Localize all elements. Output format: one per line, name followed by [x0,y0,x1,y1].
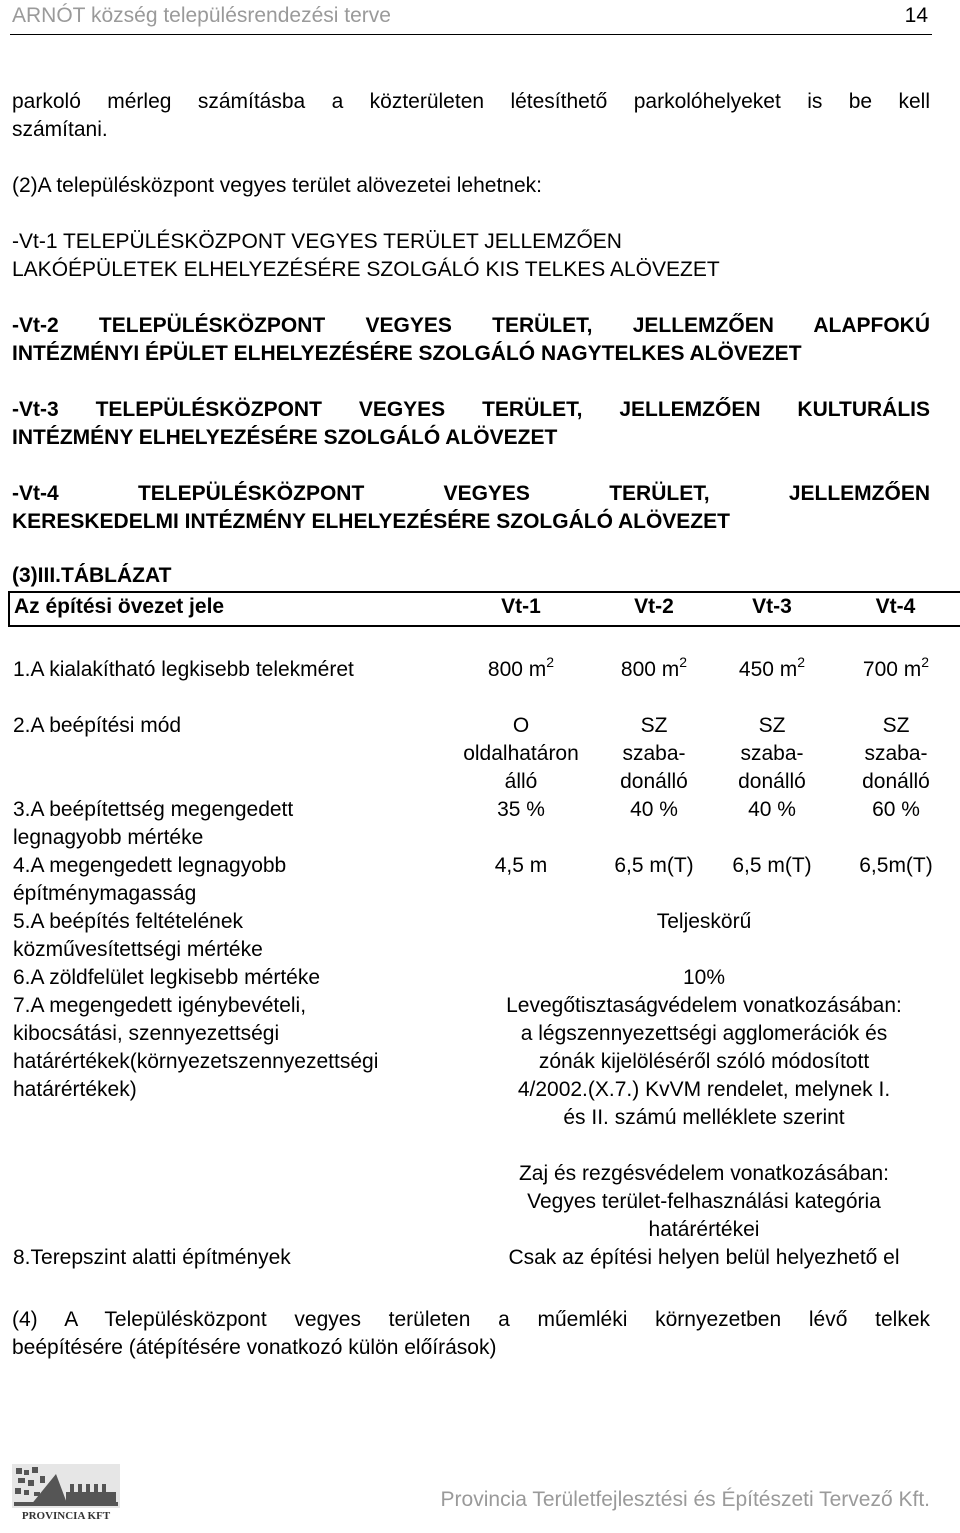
building-mode-vt3-line-3: donálló [738,770,806,793]
section-2-intro: (2)A településközpont vegyes terület alövezetei lehetnek: [12,174,542,197]
row-built-ratio-label [9,796,447,852]
emission-label-line-1: 7.A megengedett igénybevételi, [13,994,307,1017]
header-vt2: Vt-2 [595,592,713,626]
row-emission-limits [9,992,960,1244]
air-quality-line-3: zónák kijelöléséről szóló módosított [538,1050,870,1073]
row-building-height-label [9,852,447,908]
building-zone-table [8,591,960,1272]
building-height-vt4: 6,5m(T) [859,854,933,877]
plot-size-vt1 [447,656,595,684]
row-green-area-label: 6.A zöldfelület legkisebb mértéke [13,966,321,989]
row-emission-limits-label [9,992,447,1244]
row-building-mode [9,712,960,796]
air-quality-line-2: a légszennyezettségi agglomerációk és [520,1022,888,1045]
row-underground-label: 8.Terepszint alatti építmények [13,1246,291,1269]
building-mode-vt2-line-1: SZ [640,714,668,737]
building-mode-vt3-line-2: szaba- [740,742,804,765]
company-logo [10,1462,122,1528]
plot-size-vt4-value: 700 m [862,658,922,681]
built-ratio-vt1: 35 % [497,798,545,821]
built-ratio-vt3: 40 % [748,798,796,821]
row-building-mode-label: 2.A beépítési mód [13,714,182,737]
plot-size-vt2-value: 800 m [620,658,680,681]
utilities-label-line-2: közművesítettségi mértéke [13,938,263,961]
utilities-label-line-1: 5.A beépítés feltételének [13,910,244,933]
building-mode-vt1 [447,712,595,796]
building-height-vt1: 4,5 m [494,854,548,877]
unit-superscript: 2 [679,654,688,670]
building-mode-vt4-line-3: donálló [862,770,930,793]
plot-size-vt3 [713,656,831,684]
building-mode-vt2-line-2: szaba- [622,742,686,765]
built-ratio-vt2: 40 % [630,798,678,821]
emission-label-line-4: határértékek) [13,1078,137,1101]
header-zone-label: Az építési övezet jele [9,592,447,626]
zone-vt2-line-2: INTÉZMÉNYI ÉPÜLET ELHELYEZÉSÉRE SZOLGÁLÓ NAGYTELKES ALÖVEZET [12,342,802,365]
header-vt1: Vt-1 [447,592,595,626]
building-mode-vt1-line-3: álló [504,770,538,793]
footer-company: Provincia Területfejlesztési és Építészeti Tervező Kft. [440,1488,930,1511]
zone-vt3-line-2: INTÉZMÉNY ELHELYEZÉSÉRE SZOLGÁLÓ ALÖVEZET [12,426,558,449]
plot-size-vt3-value: 450 m [738,658,798,681]
building-mode-vt3 [713,712,831,796]
building-mode-vt2 [595,712,713,796]
header-title: ARNÓT község településrendezési terve [12,4,391,27]
row-utilities-label [9,908,447,964]
building-mode-vt4-line-2: szaba- [864,742,928,765]
air-quality-line-1: Levegőtisztaságvédelem vonatkozásában: [506,994,902,1017]
built-ratio-vt4: 60 % [872,798,920,821]
built-ratio-label-line-1: 3.A beépítettség megengedett [13,798,294,821]
plot-size-vt1-value: 800 m [487,658,547,681]
emission-label-line-2: kibocsátási, szennyezettségi [13,1022,280,1045]
building-mode-vt1-line-1: O [512,714,530,737]
air-quality-line-4: 4/2002.(X.7.) KvVM rendelet, melynek I. [517,1078,891,1101]
zone-vt4-line-1: -Vt-4 TELEPÜLÉSKÖZPONT VEGYES TERÜLET, JELLEMZŐEN [12,482,930,505]
built-ratio-label-line-2: legnagyobb mértéke [13,826,204,849]
section-4-line-1: (4) A Településközpont vegyes területen a műemléki környezetben lévő telkek [12,1308,930,1331]
plot-size-vt2 [595,656,713,684]
intro-line-2: számítani. [12,118,108,141]
building-height-vt3: 6,5 m(T) [732,854,812,877]
table-title: (3)III.TÁBLÁZAT [12,564,172,587]
row-underground [9,1244,960,1272]
section-4-line-2: beépítésére (átépítésére vonatkozó külön előírások) [12,1336,497,1359]
building-mode-vt1-line-2: oldalhatáron [463,742,579,765]
unit-superscript: 2 [921,654,930,670]
table-header-row [9,592,960,626]
intro-line-1: parkoló mérleg számításba a közterületen létesíthető parkolóhelyeket is be kell [12,90,930,113]
building-mode-vt2-line-3: donálló [620,770,688,793]
green-area-value: 10% [682,966,726,989]
row-plot-size [9,656,960,684]
air-quality-line-5: és II. számú melléklete szerint [563,1106,845,1129]
underground-value: Csak az építési helyen belül helyezhető el [508,1246,900,1269]
zone-vt1-line-2: LAKÓÉPÜLETEK ELHELYEZÉSÉRE SZOLGÁLÓ KIS TELKES ALÖVEZET [12,258,720,281]
zone-vt1-line-1: -Vt-1 TELEPÜLÉSKÖZPONT VEGYES TERÜLET JELLEMZŐEN [12,230,622,253]
header-vt3: Vt-3 [713,592,831,626]
row-built-ratio [9,796,960,852]
unit-superscript: 2 [546,654,555,670]
building-mode-vt4 [831,712,960,796]
emission-label-line-3: határértékek(környezetszennyezettségi [13,1050,379,1073]
row-green-area [9,964,960,992]
building-mode-vt4-line-1: SZ [882,714,910,737]
utilities-value: Teljeskörű [656,910,752,933]
noise-line-1: Zaj és rezgésvédelem vonatkozásában: [518,1162,890,1185]
header-rule [10,34,932,35]
row-utilities [9,908,960,964]
logo-text: PROVINCIA KFT [21,1510,111,1522]
zone-vt2-line-1: -Vt-2 TELEPÜLÉSKÖZPONT VEGYES TERÜLET, JELLEMZŐEN ALAPFOKÚ [12,314,930,337]
zone-vt4-line-2: KERESKEDELMI INTÉZMÉNY ELHELYEZÉSÉRE SZOLGÁLÓ ALÖVEZET [12,510,730,533]
plot-size-vt4 [831,656,960,684]
row-plot-size-label: 1.A kialakítható legkisebb telekméret [13,658,354,681]
page-number: 14 [904,4,928,27]
noise-line-2: Vegyes terület-felhasználási kategória [527,1190,881,1213]
building-mode-vt3-line-1: SZ [758,714,786,737]
emission-limits-value [447,992,960,1244]
noise-line-3: határértékei [648,1218,760,1241]
building-height-vt2: 6,5 m(T) [614,854,694,877]
building-height-label-line-1: 4.A megengedett legnagyobb [13,854,287,877]
unit-superscript: 2 [797,654,806,670]
zone-vt3-line-1: -Vt-3 TELEPÜLÉSKÖZPONT VEGYES TERÜLET, JELLEMZŐEN KULTURÁLIS [12,398,930,421]
header-vt4: Vt-4 [831,592,960,626]
building-height-label-line-2: építménymagasság [13,882,197,905]
row-building-height [9,852,960,908]
